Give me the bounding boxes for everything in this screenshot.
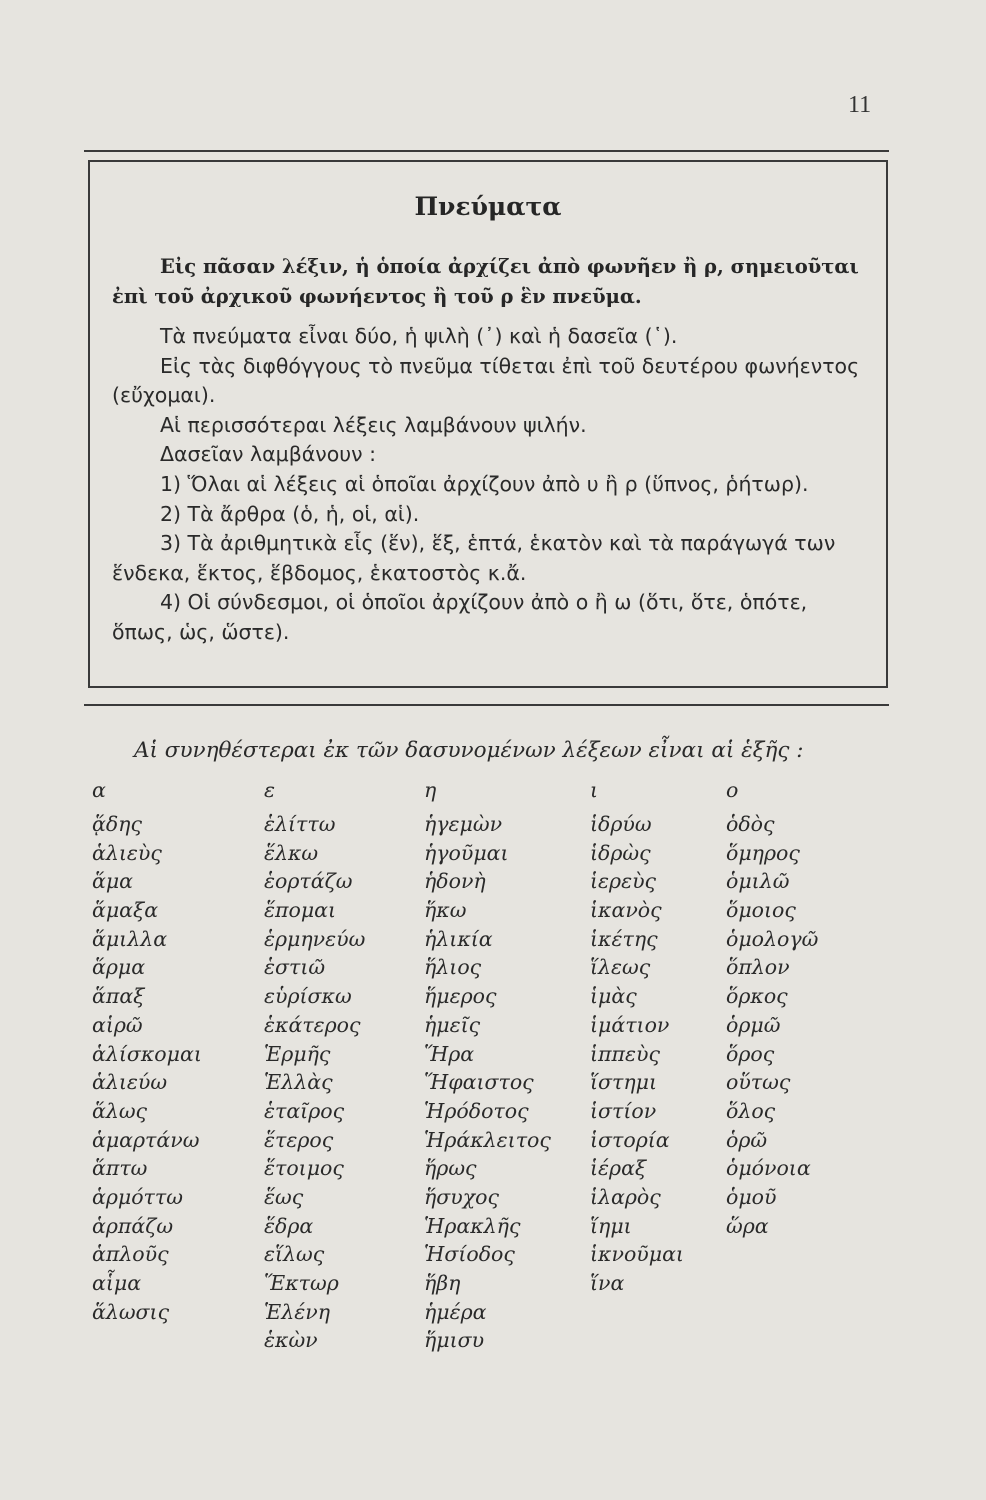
word-item: ἵλεως [590,955,651,980]
word-item: ἁλίσκομαι [92,1041,202,1066]
word-item: ἁλιεὺς [92,840,162,865]
word-item: ἅμα [92,869,134,894]
word-item: αἱρῶ [92,1012,143,1037]
word-column-epsilon [264,776,365,1355]
word-item: ἱδρύω [590,812,652,836]
word-item: Ἕκτωρ [264,1271,339,1295]
word-item: ἁμαρτάνω [92,1127,200,1152]
column-header: ο [726,778,739,802]
word-item: ἥμισυ [424,1328,485,1353]
word-item: Ἡσίοδος [424,1242,515,1267]
paragraph: Εἰς τὰς διφθόγγους τὸ πνεῦμα τίθεται ἐπὶ τοῦ δευτέρου φωνήεντος (εὔχομαι). [112,353,860,408]
word-item: ἱκέτης [590,926,658,951]
word-item: ὁμοῦ [726,1184,777,1209]
word-item: ἅμιλλα [92,926,168,951]
word-item: ἁπλοῦς [92,1242,169,1267]
word-column-iota [590,776,684,1298]
paragraph: Δασεῖαν λαμβάνουν : [160,442,377,467]
word-item: ἅλως [92,1098,148,1123]
word-item: ἅπτω [92,1156,148,1181]
word-item: Ἑρμῆς [264,1041,331,1066]
word-item: Ἑλλὰς [264,1070,333,1095]
word-item: ὁρμῶ [726,1012,781,1037]
box-body [112,322,868,648]
word-item: ἕτοιμος [264,1156,344,1181]
bottom-rule [84,704,889,706]
paragraph: 4) Οἱ σύνδεσμοι, οἱ ὁποῖοι ἀρχίζουν ἀπὸ ο ἢ ω (ὅτι, ὅτε, ὁπότε, ὅπως, ὡς, ὥστε). [112,590,808,644]
word-item: Ἡρόδοτος [424,1098,529,1123]
word-item: ἵστημι [590,1070,658,1095]
word-item: ἕλκω [264,840,319,865]
word-item: ἥκω [424,898,467,923]
word-item: ἅρμα [92,955,146,980]
word-item: ἱλαρὸς [590,1184,661,1209]
word-item: ᾅδης [92,812,142,836]
word-item: ἱέραξ [590,1156,647,1181]
box-title: Πνεύματα [414,192,562,221]
word-item: ἡδονὴ [424,869,486,894]
word-item: ἕπομαι [264,898,337,923]
word-item: ὅρκος [726,984,788,1009]
word-column-alpha [92,776,202,1326]
paragraph: 3) Τὰ ἀριθμητικὰ εἷς (ἕν), ἕξ, ἑπτά, ἑκατὸν καὶ τὰ παράγωγά των ἕνδεκα, ἕκτος, ἕβδομος, ἑκατοστὸς κ.ἄ. [112,531,836,585]
word-item: οὕτως [726,1070,791,1095]
word-item: ὁμιλῶ [726,869,790,894]
word-item: ἁρπάζω [92,1213,174,1238]
word-item: ἥμερος [424,984,497,1009]
word-item: ἵνα [590,1271,625,1295]
word-item: εὑρίσκω [264,984,352,1009]
word-item: ἥβη [424,1271,461,1295]
word-item: ἥλιος [424,955,482,980]
word-item: ἕτερος [264,1127,334,1152]
word-item: ἕως [264,1184,304,1209]
word-item: ἵημι [590,1213,632,1238]
paragraph: 2) Τὰ ἄρθρα (ὁ, ἡ, οἱ, αἱ). [160,501,420,526]
word-item: ἕδρα [264,1213,314,1238]
word-item: ὅλος [726,1098,776,1123]
column-header: η [424,778,437,802]
word-item: ὁμολογῶ [726,926,819,951]
word-item: ἅπαξ [92,984,145,1009]
word-item: ἑταῖρος [264,1098,345,1123]
word-item: ἱερεὺς [590,869,657,894]
word-item: ὅμοιος [726,898,796,923]
column-header: ε [264,778,276,802]
word-item: ἅμαξα [92,898,159,923]
word-item: Ἡρακλῆς [424,1213,521,1238]
paragraph: 1) Ὅλαι αἱ λέξεις αἱ ὁποῖαι ἀρχίζουν ἀπὸ υ ἢ ρ (ὕπνος, ῥήτωρ). [160,471,809,496]
word-item: ἡγεμὼν [424,812,503,836]
word-item: ἁλιεύω [92,1070,168,1095]
word-item: ὁμόνοια [726,1156,811,1181]
word-item: ἥρως [424,1156,477,1181]
column-header: ι [590,778,599,802]
word-item: ἡμέρα [424,1299,487,1324]
word-item: ὅμηρος [726,840,800,865]
column-header: α [92,778,106,802]
word-item: ἥσυχος [424,1184,499,1209]
word-column-eta [424,776,551,1355]
word-item: ἱκνοῦμαι [590,1242,684,1267]
word-item: ἑκάτερος [264,1012,361,1037]
word-item: ἑστιῶ [264,955,326,980]
word-item: ἱμάτιον [590,1012,670,1037]
word-item: ἅλωσις [92,1299,170,1324]
pneumata-box [88,160,888,688]
word-item: ὁδὸς [726,812,775,836]
word-item: ἡγοῦμαι [424,840,509,865]
word-item: ὁρῶ [726,1127,768,1152]
word-item: ἱμὰς [590,984,637,1009]
word-list-intro: Αἱ συνηθέστεραι ἐκ τῶν δασυνομένων λέξεων εἶναι αἱ ἑξῆς : [134,738,804,763]
word-item: ἱστίον [590,1098,657,1123]
word-item: Ἑλένη [264,1299,330,1324]
word-item: ἁρμόττω [92,1184,183,1209]
word-item: αἷμα [92,1271,142,1295]
word-item: ἡλικία [424,926,493,951]
word-item: ὥρα [726,1213,769,1238]
word-column-omicron [726,776,818,1240]
word-item: εἵλως [264,1242,325,1267]
word-item: ἱππεὺς [590,1041,660,1066]
word-item: ἑορτάζω [264,869,353,894]
word-item: ὅρος [726,1041,775,1066]
word-item: ὅπλον [726,955,790,980]
word-item: ἱστορία [590,1127,670,1152]
top-rule [84,150,889,152]
page-number: 11 [848,92,872,118]
word-item: Ἥφαιστος [424,1070,534,1095]
paragraph: Αἱ περισσότεραι λέξεις λαμβάνουν ψιλήν. [160,412,587,437]
word-item: ἑκὼν [264,1328,318,1353]
word-item: ἑρμηνεύω [264,926,366,951]
word-item: Ἡράκλειτος [424,1127,551,1152]
word-item: ἱκανὸς [590,898,662,923]
word-item: Ἥρα [424,1041,475,1066]
rule-statement: Εἰς πᾶσαν λέξιν, ἡ ὁποία ἀρχίζει ἀπὸ φωνῆεν ἢ ρ, σημειοῦται ἐπὶ τοῦ ἀρχικοῦ φωνήεντος ἢ τοῦ ρ ἓν πνεῦμα. [112,255,859,308]
word-item: ἱδρὼς [590,840,651,865]
word-item: ἡμεῖς [424,1012,481,1037]
paragraph: Τὰ πνεύματα εἶναι δύο, ἡ ψιλὴ (᾿) καὶ ἡ δασεῖα (῾). [160,324,678,348]
word-item: ἑλίττω [264,812,336,836]
